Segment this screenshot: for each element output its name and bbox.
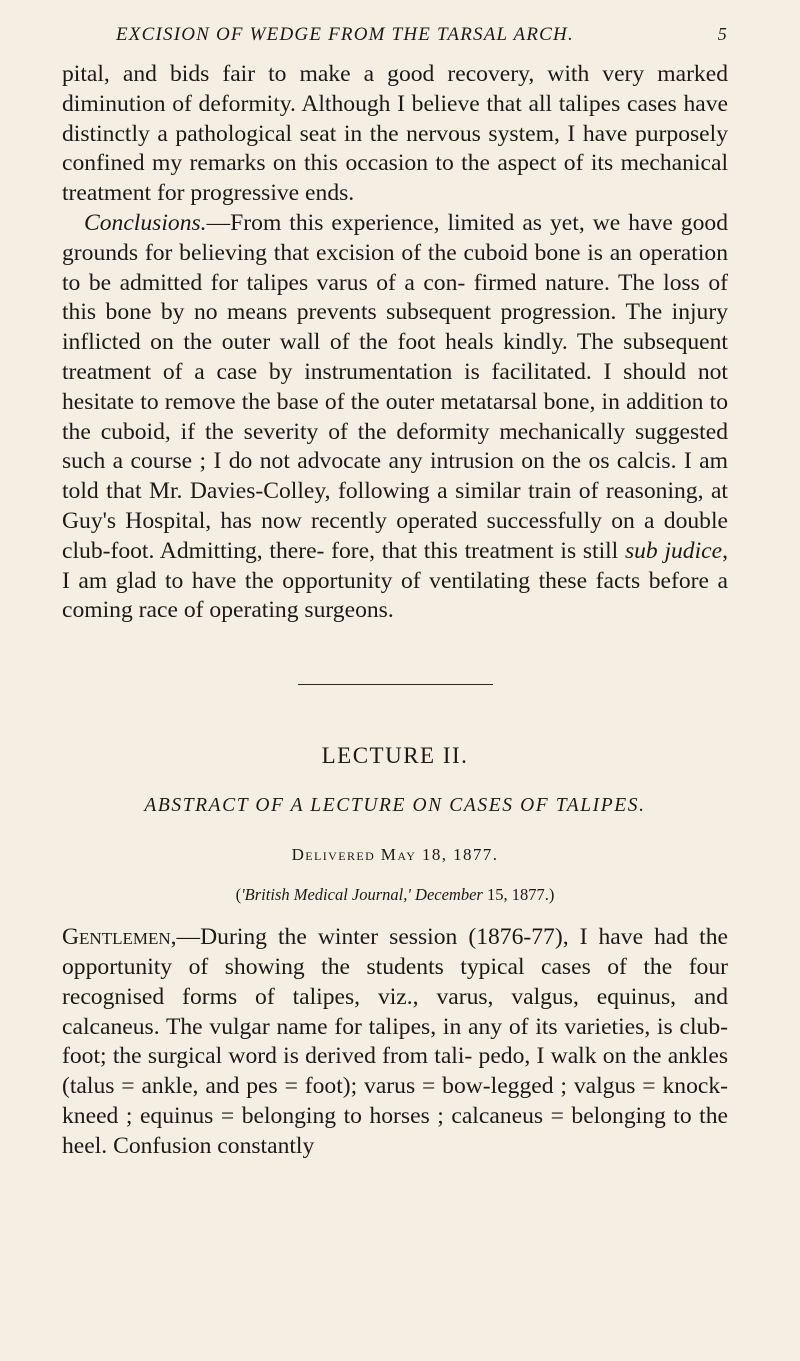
- page-number: 5: [717, 24, 728, 44]
- conclusions-paragraph: [62, 209, 728, 626]
- lecture-paragraph: [62, 923, 728, 1161]
- abstract-heading: ABSTRACT OF A LECTURE ON CASES OF TALIPES.: [144, 795, 646, 817]
- conclusions-text-a: —From this experience, limited as yet, we have good grounds for believing that excision of the cuboid bone is an operation to be admitted for talipes varus of a con- firmed nature. The loss of this bone by no means prevents subsequent progression. The injury inflicted on the outer wall of the foot heals kindly. The subsequent treatment of a case by instrumentation is facilitated. I should not hesitate to remove the base of the outer metatarsal bone, in addition to the cuboid, if the severity of the deformity mechanically suggested such a course ; I do not advocate any intrusion on the os calcis. I am told that Mr. Davies-Colley, following a similar train of reasoning, at Guy's Hospital, has now recently operated successfully on a double club-foot. Admitting, there- fore, that this treatment is still: [62, 209, 728, 564]
- body-paragraph-1: pital, and bids fair to make a good recovery, with very marked diminution of deformity. Although I believe that all talipes cases have distinctly a pathological seat in the nervous system, I have purposely confined my remarks on this occasion to the aspect of its mechanical treatment for progressive ends.: [62, 61, 728, 207]
- running-head: [62, 0, 728, 52]
- running-head-title: EXCISION OF WEDGE FROM THE TARSAL ARCH.: [116, 24, 574, 45]
- sub-judice-phrase: sub judice: [624, 537, 723, 564]
- lecture-heading: LECTURE II.: [321, 743, 469, 769]
- conclusions-lead: Conclusions.: [84, 209, 207, 236]
- lecture-text: —During the winter session (1876-77), I have had the opportunity of showing the students typical cases of the four recognised forms of talipes, viz., varus, valgus, equinus, and calcaneus. The vulgar name for talipes, in any of its varieties, is club-foot; the surgical word is derived from tali- pedo, I walk on the ankles (talus = ankle, and pes = foot); varus = bow-legged ; valgus = knock-kneed ; equinus = belonging to horses ; calcaneus = belonging to the heel. Confusion constantly: [62, 924, 728, 1159]
- journal-citation: [62, 885, 728, 905]
- citation-open: (: [235, 885, 242, 905]
- section-divider: [298, 684, 493, 685]
- conclusions-text-b: , I am glad to have the opportunity of ventilating these facts before a coming race of operating surgeons.: [62, 537, 728, 624]
- citation-rest: 15, 1877.): [482, 885, 555, 905]
- citation-month: December: [410, 885, 483, 905]
- salutation: Gentlemen,: [62, 924, 177, 951]
- citation-journal: 'British Medical Journal,': [241, 885, 411, 905]
- delivered-date: Delivered May 18, 1877.: [291, 845, 499, 865]
